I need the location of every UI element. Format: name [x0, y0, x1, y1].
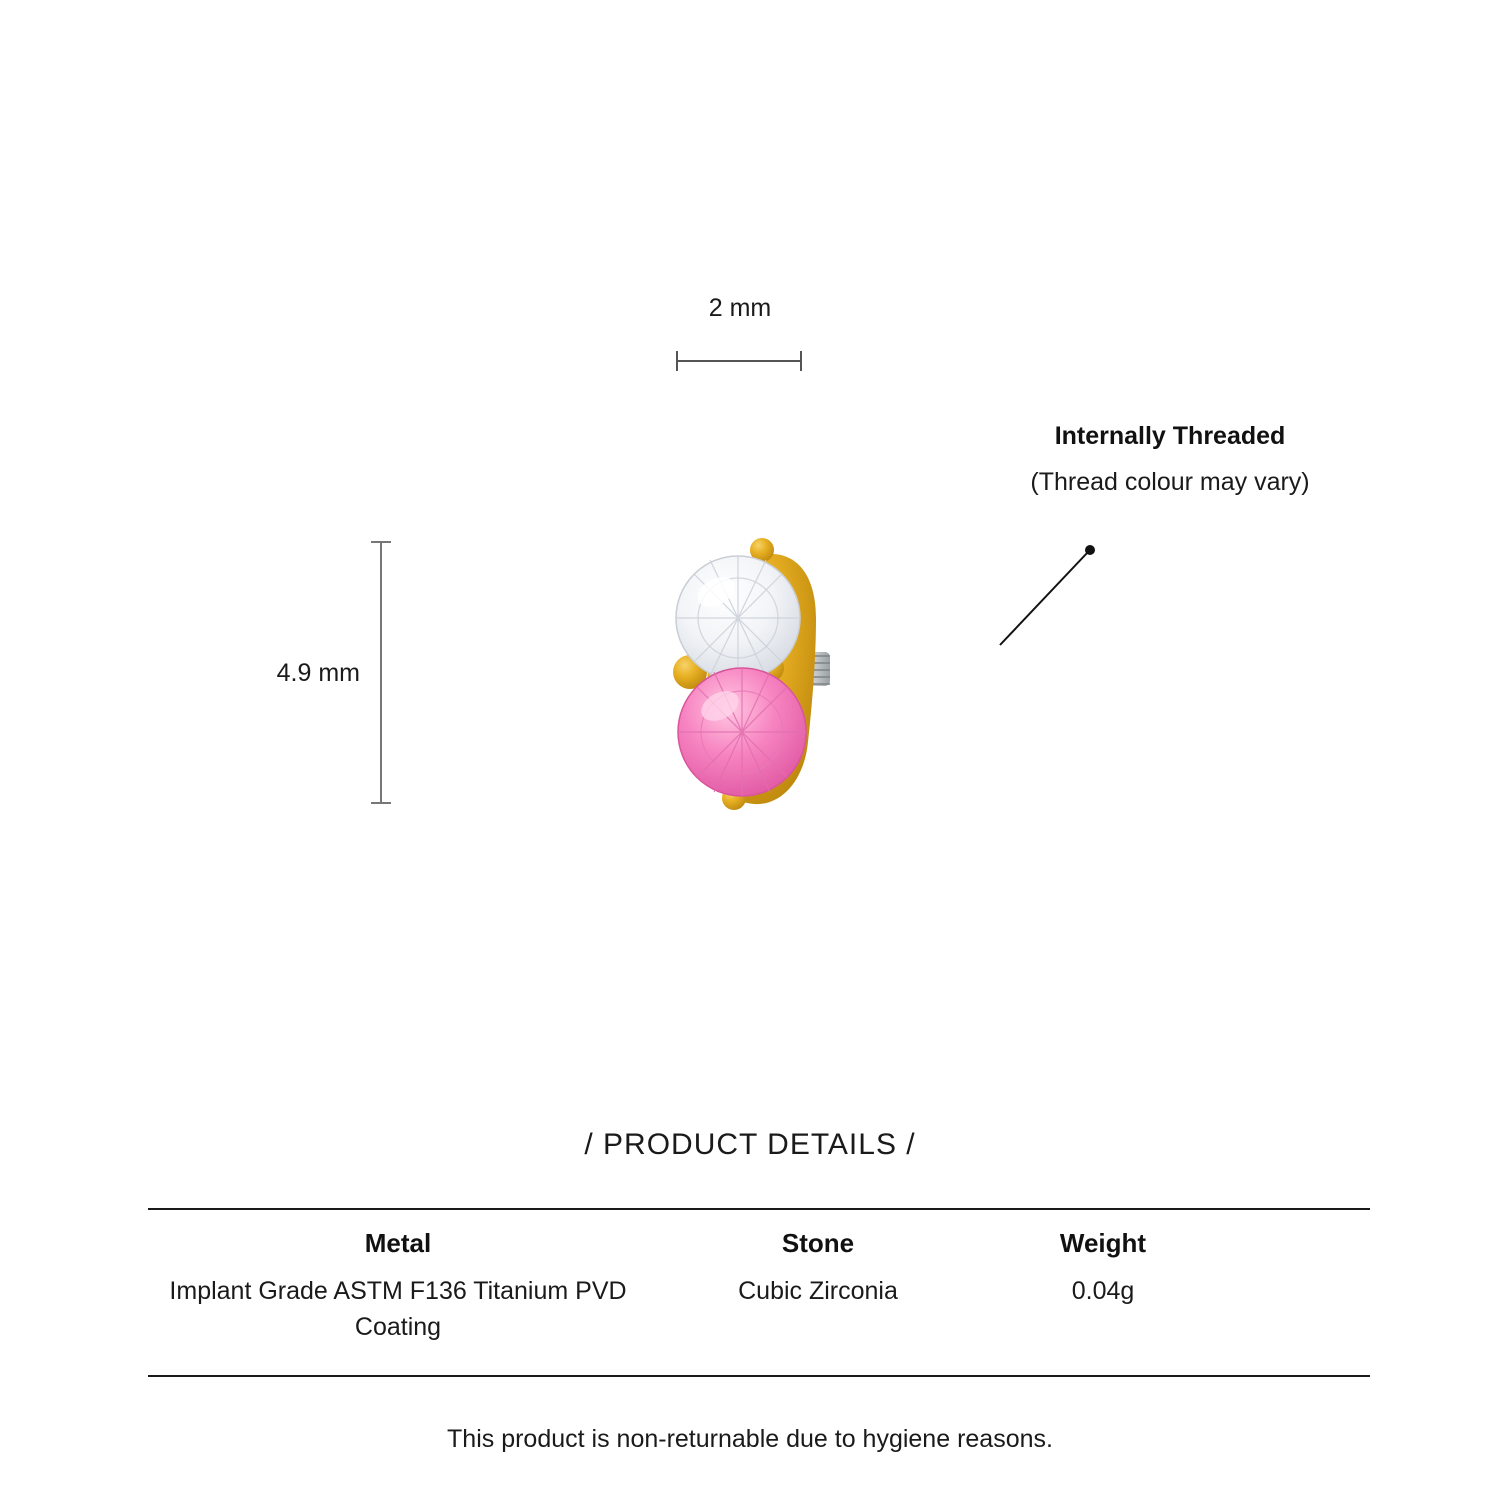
- thread-callout-subtitle: (Thread colour may vary): [1030, 468, 1310, 496]
- width-dimension-cap-right: [800, 351, 802, 371]
- details-header-weight: Weight: [1059, 1228, 1147, 1258]
- product-details-heading: / PRODUCT DETAILS /: [584, 1128, 916, 1161]
- details-divider-top: [148, 1208, 1370, 1210]
- details-column-metal: [148, 1228, 648, 1346]
- details-column-stone: [648, 1228, 988, 1346]
- details-column-weight: [988, 1228, 1218, 1346]
- product-details-table: [148, 1228, 1370, 1346]
- pink-gem-icon: [678, 668, 806, 796]
- details-divider-bottom: [148, 1375, 1370, 1377]
- callout-leader-line-icon: [960, 530, 1140, 670]
- product-illustration: [650, 520, 910, 840]
- details-header-stone: Stone: [781, 1228, 855, 1258]
- width-dimension-cap-left: [676, 351, 678, 371]
- returns-footnote: This product is non-returnable due to hygiene reasons.: [447, 1425, 1053, 1453]
- details-value-stone: Cubic Zirconia: [738, 1277, 898, 1305]
- thread-callout-title: Internally Threaded: [1054, 422, 1286, 450]
- height-dimension-line: [380, 541, 382, 804]
- height-dimension-cap-top: [371, 541, 391, 543]
- height-dimension-label: 4.9 mm: [276, 659, 360, 687]
- details-value-metal: Implant Grade ASTM F136 Titanium PVD Coating: [169, 1277, 627, 1342]
- details-value-weight: 0.04g: [1071, 1277, 1135, 1305]
- width-dimension-label: 2 mm: [708, 294, 772, 322]
- height-dimension-cap-bottom: [371, 802, 391, 804]
- clear-gem-icon: [676, 556, 800, 680]
- width-dimension-line: [676, 360, 802, 362]
- details-header-metal: Metal: [364, 1228, 432, 1258]
